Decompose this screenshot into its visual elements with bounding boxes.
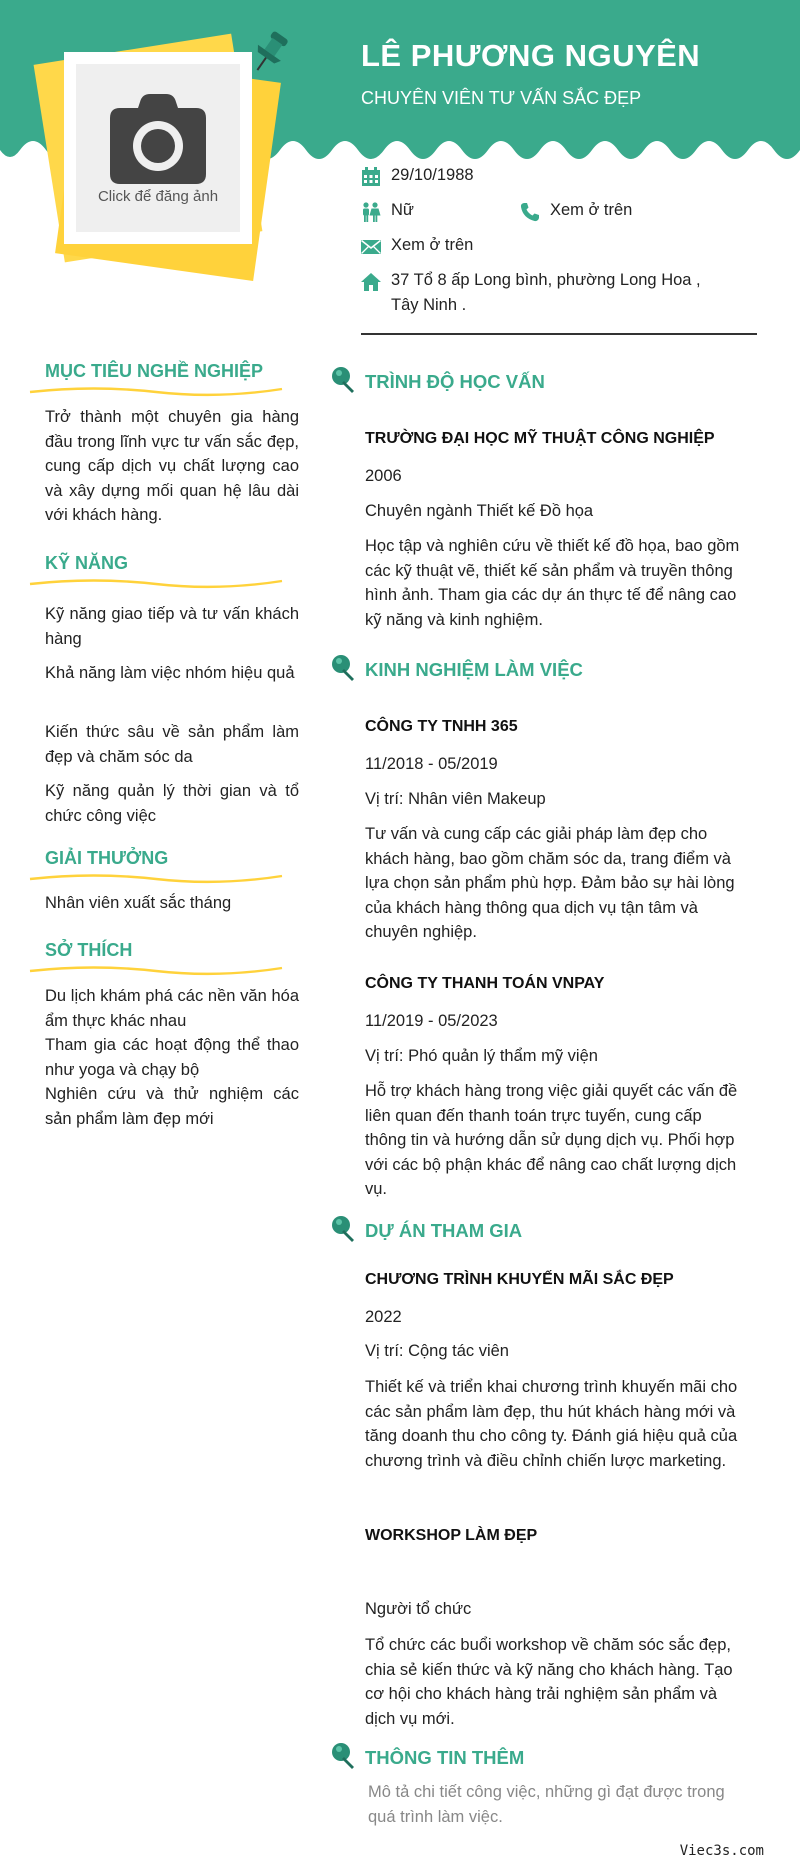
projects-title: DỰ ÁN THAM GIA <box>365 1220 523 1241</box>
hobby-item: Du lịch khám phá các nền văn hóa ẩm thực khác nhau <box>45 987 299 1030</box>
pushpin-icon <box>330 1741 358 1771</box>
project-name: CHƯƠNG TRÌNH KHUYẾN MÃI SẮC ĐẸP <box>365 1271 674 1288</box>
skill-item: Kỹ năng quản lý thời gian và tổ chức công việc <box>45 782 299 825</box>
email-icon <box>361 237 381 257</box>
job-company: CÔNG TY TNHH 365 <box>365 718 518 735</box>
profile-name: LÊ PHƯƠNG NGUYÊN <box>361 38 701 73</box>
job-description: Tư vấn và cung cấp các giải pháp làm đẹp cho khách hàng, bao gồm chăm sóc da, trang điểm và lựa chọn sản phẩm phù hợp. Đảm bảo sự hài lòng của khách hàng thông qua dịch vụ tận tâm và chuyên nghiệp. <box>365 825 735 942</box>
education-school: TRƯỜNG ĐẠI HỌC MỸ THUẬT CÔNG NGHIỆP <box>365 430 715 447</box>
pushpin-icon <box>330 1214 358 1244</box>
photo-frame <box>64 52 252 244</box>
photo-upload-label: Click để đăng ảnh <box>97 188 219 205</box>
hobbies-title: SỞ THÍCH <box>45 940 133 960</box>
squiggle-divider <box>28 577 284 591</box>
address-line-1: 37 Tổ 8 ấp Long bình, phường Long Hoa , <box>391 271 701 289</box>
objective-text: Trở thành một chuyên gia hàng đầu trong lĩnh vực tư vấn sắc đẹp, cung cấp dịch vụ chất lượng cao và xây dựng mối quan hệ lâu dài với khách hàng. <box>45 408 299 525</box>
skills-title: KỸ NĂNG <box>45 553 129 573</box>
email-value: Xem ở trên <box>391 236 474 254</box>
skill-item: Kỹ năng giao tiếp và tư vấn khách hàng <box>45 605 299 648</box>
project-description: Tổ chức các buổi workshop về chăm sóc sắc đẹp, chia sẻ kiến thức và kỹ năng cho khách hàng. Tạo cơ hội cho khách hàng trải nghiệm sản phẩm và dịch vụ mới. <box>365 1636 733 1728</box>
squiggle-divider <box>28 964 284 978</box>
profile-photo-area <box>48 28 268 268</box>
calendar-icon <box>361 167 381 187</box>
profile-title: CHUYÊN VIÊN TƯ VẤN SẮC ĐẸP <box>361 88 642 108</box>
squiggle-divider <box>28 385 284 399</box>
home-icon <box>361 272 381 292</box>
education-year: 2006 <box>365 467 402 485</box>
gender-icon <box>361 202 381 222</box>
additional-title: THÔNG TIN THÊM <box>365 1747 525 1768</box>
skill-item: Khả năng làm việc nhóm hiệu quả <box>45 664 295 682</box>
experience-title: KINH NGHIỆM LÀM VIỆC <box>365 659 583 680</box>
job-period: 11/2018 - 05/2019 <box>365 755 498 773</box>
awards-title: GIẢI THƯỞNG <box>45 848 169 868</box>
education-title: TRÌNH ĐỘ HỌC VẤN <box>365 371 545 392</box>
squiggle-divider <box>28 872 284 886</box>
address-line-2: Tây Ninh . <box>391 296 467 314</box>
education-major: Chuyên ngành Thiết kế Đồ họa <box>365 502 594 520</box>
additional-description[interactable]: Mô tả chi tiết công việc, những gì đạt được trong quá trình làm việc. <box>368 1783 725 1826</box>
pushpin-icon <box>248 28 292 76</box>
hobby-item: Tham gia các hoạt động thể thao như yoga và chạy bộ <box>45 1036 299 1079</box>
project-year: 2022 <box>365 1308 402 1326</box>
project-role: Vị trí: Cộng tác viên <box>365 1342 509 1360</box>
phone-icon <box>520 202 540 222</box>
job-description: Hỗ trợ khách hàng trong việc giải quyết các vấn đề liên quan đến thanh toán trực tuyến, cung cấp thông tin và hướng dẫn sử dụng dịch vụ. Phối hợp với các bộ phận khác để nâng cao chất lượng dịch vụ. <box>365 1082 738 1199</box>
pushpin-icon <box>330 365 358 395</box>
project-role: Người tổ chức <box>365 1600 472 1618</box>
project-name: WORKSHOP LÀM ĐẸP <box>365 1527 538 1544</box>
job-position: Vị trí: Phó quản lý thẩm mỹ viện <box>365 1047 598 1065</box>
gender-value: Nữ <box>391 201 414 219</box>
hobby-item: Nghiên cứu và thử nghiệm các sản phẩm làm đẹp mới <box>45 1085 299 1128</box>
job-position: Vị trí: Nhân viên Makeup <box>365 790 546 808</box>
birthday-value: 29/10/1988 <box>391 166 474 184</box>
phone-value: Xem ở trên <box>550 201 633 219</box>
watermark: Viec3s.com <box>679 1843 764 1859</box>
objective-title: MỤC TIÊU NGHỀ NGHIỆP <box>45 361 264 381</box>
pushpin-icon <box>330 653 358 683</box>
project-description: Thiết kế và triển khai chương trình khuyến mãi cho các sản phẩm làm đẹp, thu hút khách hàng mới và tăng doanh thu cho công ty. Đánh giá hiệu quả của chương trình và điều chỉnh chiến lược marketing. <box>365 1378 738 1470</box>
job-company: CÔNG TY THANH TOÁN VNPAY <box>365 975 605 992</box>
skill-item: Kiến thức sâu về sản phẩm làm đẹp và chăm sóc da <box>45 723 299 766</box>
award-item: Nhân viên xuất sắc tháng <box>45 894 232 912</box>
job-period: 11/2019 - 05/2023 <box>365 1012 498 1030</box>
education-description: Học tập và nghiên cứu về thiết kế đồ họa, bao gồm các kỹ thuật vẽ, thiết kế sản phẩm và truyền thông hình ảnh. Tham gia các dự án thực tế để nâng cao kỹ năng và kinh nghiệm. <box>365 537 740 629</box>
header-divider <box>361 333 757 335</box>
photo-upload-button[interactable] <box>76 64 240 232</box>
camera-icon <box>110 94 206 184</box>
